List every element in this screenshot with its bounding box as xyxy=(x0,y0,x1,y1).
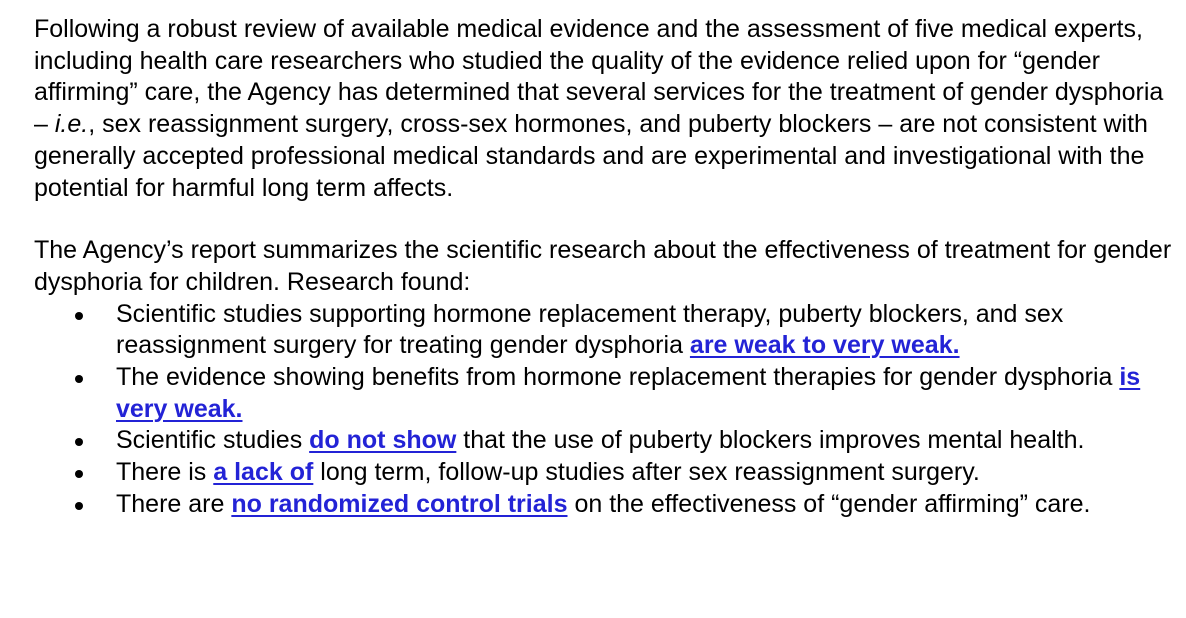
finding-text-after: long term, follow-up studies after sex reassignment surgery. xyxy=(313,458,980,487)
document-body xyxy=(34,14,1174,521)
finding-link-a-lack-of[interactable]: a lack of xyxy=(213,458,314,487)
finding-text-after: that the use of puberty blockers improves mental health. xyxy=(456,426,1085,455)
finding-link-weak-to-very-weak[interactable]: are weak to very weak. xyxy=(689,331,960,360)
finding-text-before: Scientific studies supporting hormone replacement therapy, puberty blockers, and sex reassignment surgery for treating gender dysphoria xyxy=(116,299,1064,360)
bullet-icon xyxy=(75,470,83,478)
finding-text-before: There is xyxy=(116,458,214,487)
research-findings-list xyxy=(34,299,1174,521)
list-item xyxy=(34,489,1174,521)
agency-determination-paragraph xyxy=(34,14,1174,204)
finding-link-no-randomized-control-trials[interactable]: no randomized control trials xyxy=(231,489,568,518)
list-item xyxy=(34,457,1174,489)
determination-text-part-1: Following a robust review of available medical evidence and the assessment of five medical experts, including health care researchers who studied the quality of the evidence relied upon for “gender affirming” care, the Agency has determined that several services for the treatment of gender dysphoria – xyxy=(34,15,1164,139)
finding-link-is-very-weak[interactable]: is very weak. xyxy=(116,363,1141,423)
finding-text-before: The evidence showing benefits from hormone replacement therapies for gender dysphoria xyxy=(116,363,1120,392)
bullet-icon xyxy=(75,502,83,510)
finding-text-after: on the effectiveness of “gender affirming” care. xyxy=(567,489,1091,518)
list-item xyxy=(34,425,1174,457)
bullet-icon xyxy=(75,312,83,320)
list-item xyxy=(34,299,1174,362)
finding-link-do-not-show[interactable]: do not show xyxy=(309,426,457,455)
ie-abbreviation: i.e. xyxy=(54,110,89,139)
bullet-icon xyxy=(75,438,83,446)
bullet-icon xyxy=(75,375,83,383)
finding-text-before: Scientific studies xyxy=(116,426,310,455)
determination-text-part-2: , sex reassignment surgery, cross-sex hormones, and puberty blockers – are not consistent with generally accepted professional medical standards and are experimental and investigational with the potential for harmful long term affects. xyxy=(34,110,1148,202)
list-item xyxy=(34,362,1174,425)
finding-text-before: There are xyxy=(116,489,232,518)
report-summary-paragraph: The Agency’s report summarizes the scientific research about the effectiveness of treatment for gender dysphoria for children. Research found: xyxy=(34,236,1172,296)
